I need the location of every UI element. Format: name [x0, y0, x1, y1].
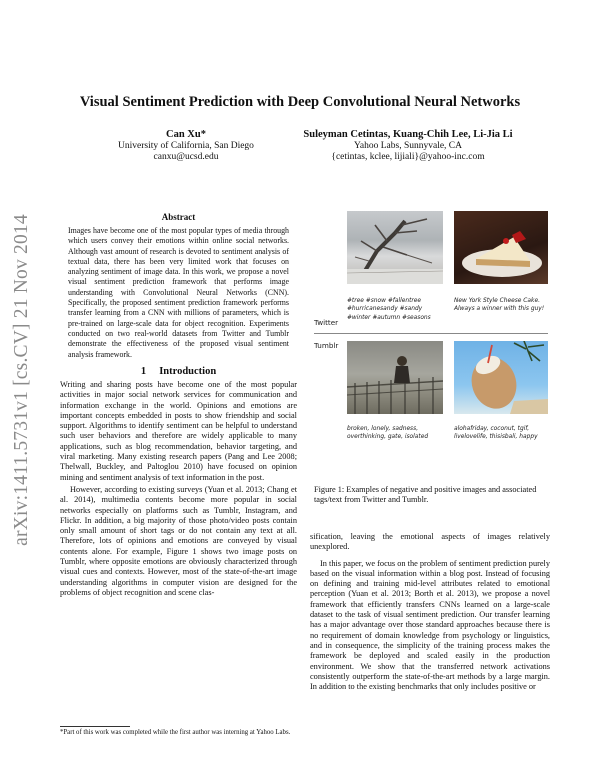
section-heading: 1 Introduction — [140, 366, 217, 377]
author-email: canxu@ucsd.edu — [153, 152, 219, 162]
photo-cheesecake — [454, 211, 548, 284]
photo-lonely-gate — [347, 341, 443, 414]
author-name: Suleyman Cetintas, Kuang-Chih Lee, Li-Jia Li — [303, 129, 513, 140]
figure-caption: Figure 1: Examples of negative and positive images and associated tags/text from Twitter and Tumblr. — [314, 485, 537, 505]
author-name: Can Xu* — [166, 129, 206, 140]
abstract-text: Images have become one of the most popular types of media through which users convey their emotions within online social networks. Although vast amount of research is devoted to sentiment analysis of textual data, there has been very limited work that focuses on analyzing sentiment of image data. In this work, we propose a novel visual sentiment prediction framework that performs image understanding with Convolutional Neural Networks (CNN). Specifically, the proposed sentiment prediction framework performs transfer learning from a CNN with millions of parameters, which is pre-trained on large-scale data for object recognition. Experiments conducted on two real-world datasets from Twitter and Tumblr demonstrate the effectiveness of the proposed visual sentiment analysis framework. — [68, 226, 289, 359]
tag-text: alohafriday, coconut, tgif, livelovelife, thisisbali, happy — [454, 426, 538, 441]
paragraph: In this paper, we focus on the problem of sentiment prediction purely based on the visual information within a blog post. Instead of focusing on defining and training mid-level attributes related to emotional perception (Yuan et al. 2013; Borth et al. 2013), we propose a novel framework that efficiently transfers CNNs learned on a large-scale dataset to the task of visual sentiment prediction. Our transfer learning has a major advantage over those standard approaches because there is no requirement of domain knowledge from psychology or linguistics, and in consequence, the simplicity of the training process makes the framework be deployed and scaled easily in the production environment. We show that the transferred network activations consistently outperform the state-of-the-art methods by a large margin. In addition to the existing benchmarks that only includes positive or — [310, 558, 550, 692]
right-column-body — [310, 532, 550, 692]
abstract-heading: Abstract — [161, 212, 196, 222]
author-block-2 — [275, 129, 541, 164]
arxiv-stamp: arXiv:1411.5731v1 [cs.CV] 21 Nov 2014 — [11, 214, 32, 546]
tag-text: #tree #snow #fallentree #hurricanesandy #sandy #winter #autumn #seasons — [347, 298, 431, 321]
paragraph: Writing and sharing posts have become one of the most popular activities in major social network services for communication and information exchange in the world. Opinions and emotions are important concepts embedded in posts to show friendship and social support. Algorithms to identify sentiment can be helpful to understand such user behaviors and therefore are widely applicable to many applications, such as blog recommendation, behavior targeting, and viral marketing. Many existing research papers (Pang and Lee 2008; Thelwall, Buckley, and Paltoglou 2010) have focused on opinion mining and sentiment analysis of text information in the post. — [60, 380, 297, 482]
row-label-twitter: Twitter — [314, 318, 339, 327]
photo-coconut — [454, 341, 548, 414]
footnote: *Part of this work was completed while the first author was interning at Yahoo Labs. — [60, 729, 291, 736]
photo-snowy-tree — [347, 211, 443, 284]
author-email: {cetintas, kclee, lijiali}@yahoo-inc.com — [331, 152, 485, 162]
author-block-1 — [96, 129, 276, 164]
author-affiliation: Yahoo Labs, Sunnyvale, CA — [353, 140, 463, 151]
tag-text: New York Style Cheese Cake. Always a winner with this guy! — [454, 298, 545, 313]
row-label-tumblr: Tumblr — [314, 341, 339, 350]
paper-title: Visual Sentiment Prediction with Deep Convolutional Neural Networks — [79, 94, 521, 110]
figure-divider — [314, 333, 548, 334]
author-affiliation: University of California, San Diego — [118, 140, 254, 151]
paragraph: However, according to existing surveys (Yuan et al. 2013; Chang et al. 2014), multimedia contents become more popular in social networks especially on platforms such as Tumblr, Instagram, and Flickr. In addition, a big majority of those photo/video posts contain only small amount of short tags or do not contain any text at all. Therefore, lots of opinions and emotions are conveyed by visual contents alone. For example, Figure 1 shows two image posts on Tumblr, where opposite emotions are obviously characterized through visual cues and contexts. However, most of the state-of-the-art image understanding algorithms in computer vision are designed for the problems of object recognition and scene clas- — [60, 484, 297, 597]
footnote-rule — [60, 726, 130, 727]
intro-body — [60, 380, 297, 598]
tag-text: broken, lonely, sadness, overthinking, gate, isolated — [347, 426, 429, 441]
figure-1 — [314, 211, 548, 481]
paragraph: sification, leaving the emotional aspects of images relatively unexplored. — [310, 532, 550, 552]
